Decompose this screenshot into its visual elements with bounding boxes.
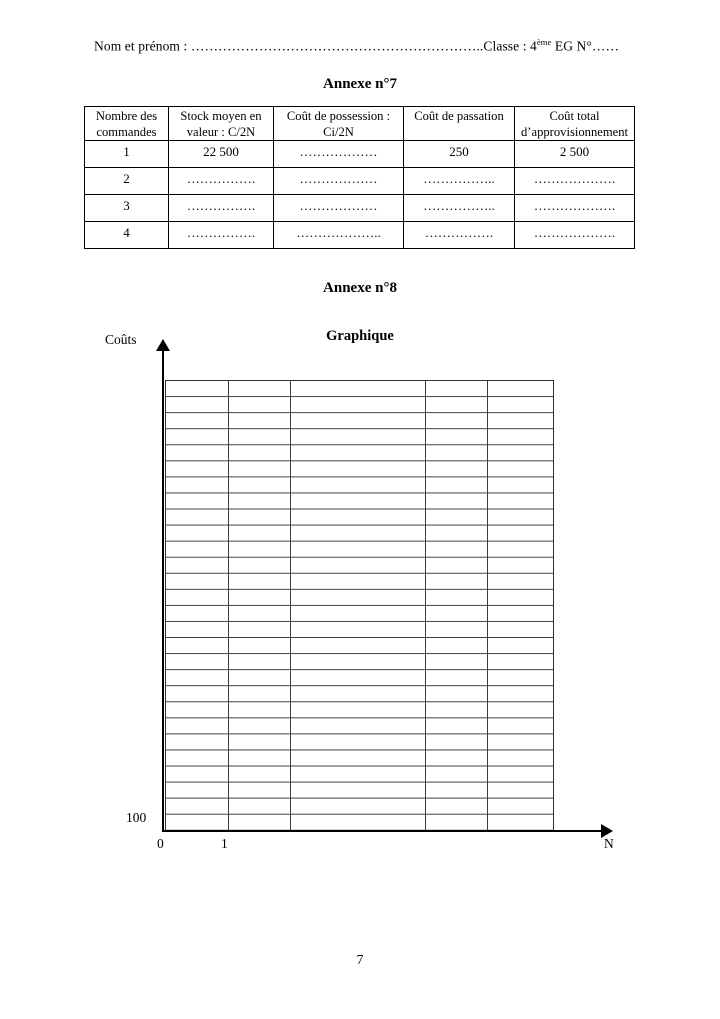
cell-stock-moyen: ……………. — [169, 195, 274, 222]
table-header-row — [85, 107, 635, 141]
header-line1: Coût de passation — [414, 109, 504, 123]
x-axis-line — [162, 830, 608, 832]
header-fill-in-line — [94, 37, 619, 55]
table-row — [85, 222, 635, 249]
cell-cout-possession: ……………… — [274, 168, 404, 195]
cell-stock-moyen: ……………. — [169, 168, 274, 195]
cell-nombre: 1 — [85, 141, 169, 168]
cell-nombre: 4 — [85, 222, 169, 249]
annexe8-title: Annexe n°8 — [323, 280, 397, 296]
class-suffix: EG N°…… — [551, 38, 620, 54]
grid-vertical-line — [425, 381, 426, 831]
x-axis-label: N — [604, 836, 614, 851]
y-axis-line — [162, 349, 164, 832]
annexe7-title: Annexe n°7 — [323, 76, 397, 92]
cell-stock-moyen: 22 500 — [169, 141, 274, 168]
cell-cout-total: ………………. — [515, 195, 635, 222]
class-label: Classe : 4 — [483, 38, 537, 54]
grid-vertical-line — [487, 381, 488, 831]
cell-cout-total: ………………. — [515, 168, 635, 195]
cell-nombre: 2 — [85, 168, 169, 195]
header-line2: valeur : C/2N — [186, 125, 256, 140]
x-tick-label-1: 1 — [221, 836, 228, 851]
header-line1: Nombre des — [95, 109, 158, 123]
col-header-cout-passation — [404, 107, 515, 141]
col-header-cout-total — [515, 107, 635, 141]
cell-cout-possession: ……………… — [274, 195, 404, 222]
cell-cout-possession: ……………….. — [274, 222, 404, 249]
annexe7-table — [84, 106, 635, 249]
header-line1: Coût de possession : — [286, 109, 391, 123]
dotted-fill: ……………………………………………………….. — [190, 38, 484, 54]
page-number: 7 — [356, 952, 364, 967]
header-line2: d’approvisionnement — [520, 125, 629, 140]
cell-cout-total: ………………. — [515, 222, 635, 249]
col-header-nombre-commandes — [85, 107, 169, 141]
table-row — [85, 168, 635, 195]
y-axis-label: Coûts — [105, 332, 137, 347]
chart-title: Graphique — [326, 328, 394, 344]
col-header-cout-possession — [274, 107, 404, 141]
y-tick-label-100: 100 — [126, 810, 147, 825]
class-superscript: ème — [536, 37, 552, 47]
name-label: Nom et prénom : — [94, 38, 191, 54]
col-header-stock-moyen — [169, 107, 274, 141]
grid-vertical-line — [228, 381, 229, 831]
chart-grid — [165, 380, 554, 832]
cell-cout-possession: ……………… — [274, 141, 404, 168]
header-line2: commandes — [96, 125, 157, 140]
cell-cout-passation: 250 — [404, 141, 515, 168]
cell-nombre: 3 — [85, 195, 169, 222]
cell-stock-moyen: ……………. — [169, 222, 274, 249]
cell-cout-passation: …………….. — [404, 195, 515, 222]
cell-cout-passation: …………….. — [404, 168, 515, 195]
header-line1: Coût total — [549, 109, 600, 123]
cell-cout-total: 2 500 — [515, 141, 635, 168]
cell-cout-passation: ……………. — [404, 222, 515, 249]
grid-vertical-line — [290, 381, 291, 831]
origin-label: 0 — [157, 836, 164, 851]
table-row — [85, 195, 635, 222]
table-row — [85, 141, 635, 168]
header-line2: Ci/2N — [323, 125, 354, 140]
header-line1: Stock moyen en — [180, 109, 262, 123]
